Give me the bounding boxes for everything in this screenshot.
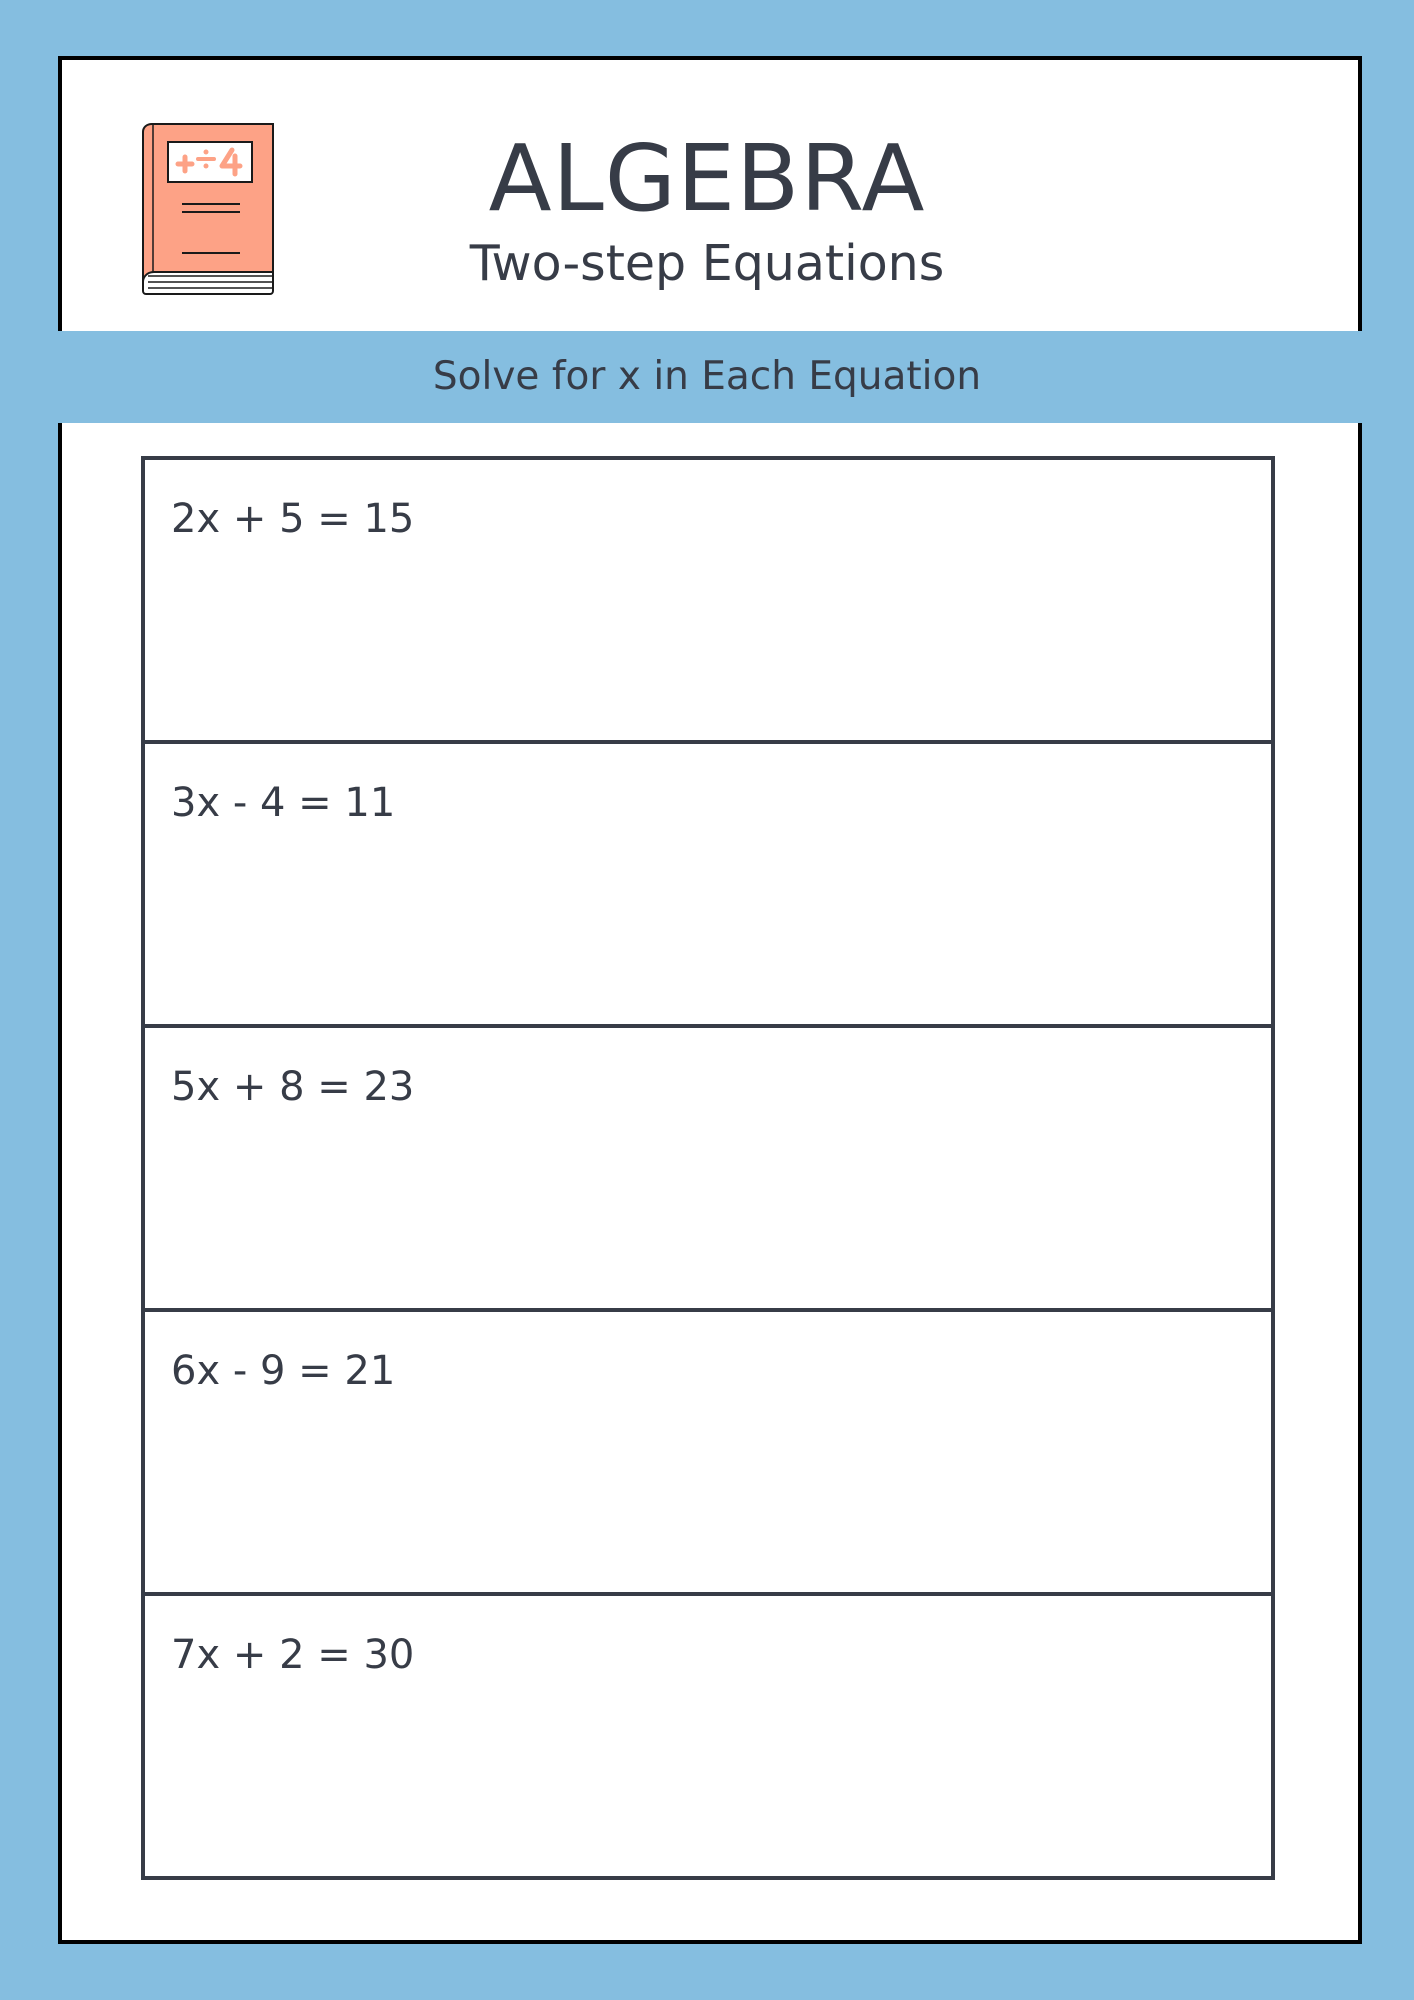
instructions-banner: [0, 331, 1414, 423]
instructions-text: Solve for x in Each Equation: [432, 354, 982, 399]
equation-text: 3x - 4 = 11: [171, 780, 396, 826]
equations-table: [141, 456, 1275, 1880]
equation-row: [145, 1312, 1271, 1596]
equation-text: 5x + 8 = 23: [171, 1064, 415, 1110]
equation-text: 2x + 5 = 15: [171, 496, 415, 542]
equation-row: [145, 744, 1271, 1028]
equation-row: [145, 460, 1271, 744]
equation-row: [145, 1028, 1271, 1312]
equation-row: [145, 1596, 1271, 1876]
equation-text: 6x - 9 = 21: [171, 1348, 396, 1394]
equation-text: 7x + 2 = 30: [171, 1632, 415, 1678]
worksheet-title: ALGEBRA: [488, 125, 926, 232]
worksheet-subtitle: Two-step Equations: [469, 235, 945, 292]
math-book-icon: [140, 122, 276, 296]
